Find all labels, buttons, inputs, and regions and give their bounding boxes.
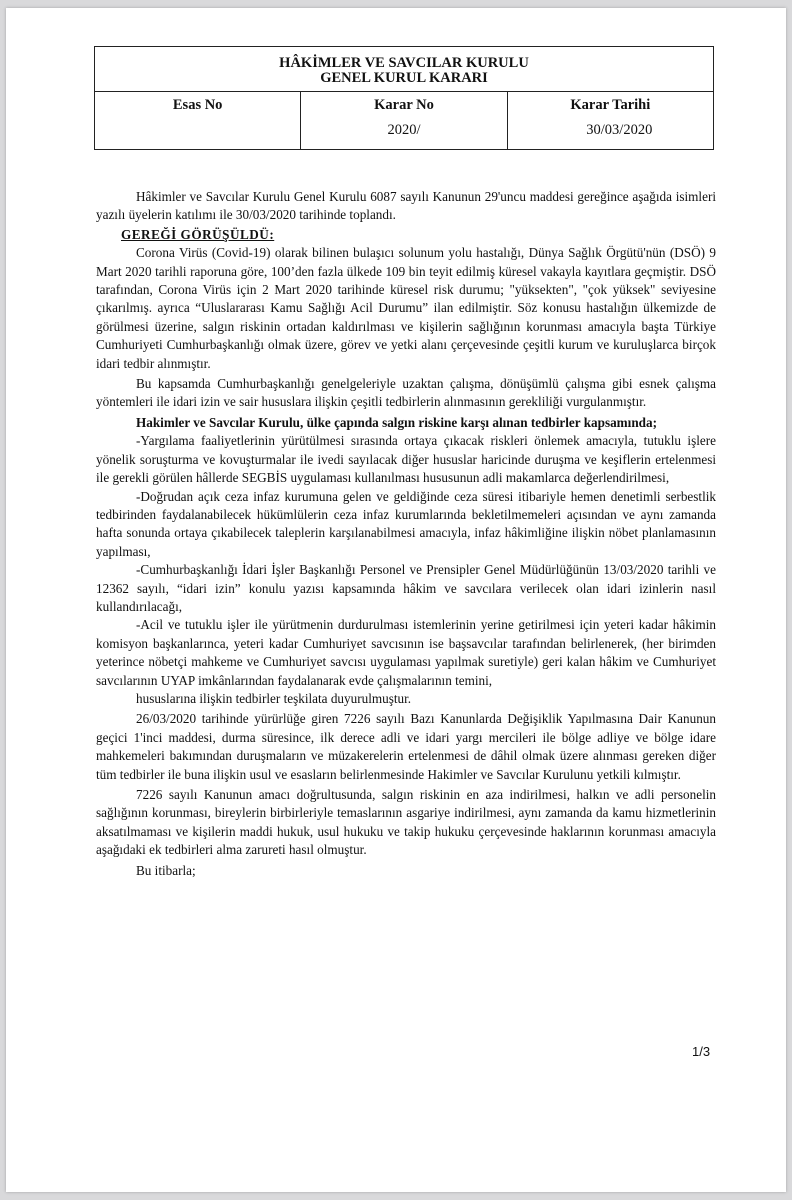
paragraph-law-7226: 26/03/2020 tarihinde yürürlüğe giren 7226 sayılı Bazı Kanunlarda Değişiklik Yapılmasına Dair Kanunun geçici 1'inci maddesi, durma süresince, ilk derece adli ve idari yargı mercileri ile bölge adliye ve bölge idare mahkemeleri bakımından duruşmaların ve müzakerelerin ertelenmesi de dâhil olmak üzere alınması gereken diğer tüm tedbirler ile buna ilişkin usul ve esasların belirlenmesinde Hakimler ve Savcılar Kurulunu yetkili kılmıştır. [96,711,716,782]
paragraph-measure-leave: -Cumhurbaşkanlığı İdari İşler Başkanlığı Personel ve Prensipler Genel Müdürlüğünün 13/03/2020 tarihli ve 12362 sayılı, “idari izin” konulu yazısı kapsamında hâkim ve savcılara verilecek olan idari izinlerin nasıl kullandırılacağı, [96,562,716,614]
paragraph-covid-background: Corona Virüs (Covid-19) olarak bilinen bulaşıcı solunum yolu hastalığı, Dünya Sağlık Örgütü'nün (DSÖ) 9 Mart 2020 tarihli raporuna göre, 100’den fazla ülkede 109 bin teyit edilmiş küresel vakayla kayıtlara geçmiştir. DSÖ tarafından, Corona Virüs için 2 Mart 2020 tarihinde küresel risk durumu; "yüksekten", "çok yüksek" seviyesine çıkarılmış. ayrıca “Uluslararası Kamu Sağlığı Acil Durumu” ilan edilmiştir. Söz konusu hastalığın ülkemizde de görülmesi üzerine, salgın riskinin ortadan kaldırılması ve kişilerin sağlığının korunması amacıyla başta Türkiye Cumhuriyeti Cumhurbaşkanlığı olmak üzere, görev ve yetki alanı çerçevesinde çeşitli kurum ve kuruluşlarca birçok idari tedbir alınmıştır. [96,245,716,371]
document-title [95,47,713,92]
intro-paragraph: Hâkimler ve Savcılar Kurulu Genel Kurulu 6087 sayılı Kanunun 29'uncu maddesi gereğince aşağıda isimleri yazılı üyelerin katılımı ile 30/03/2020 tarihinde toplandı. [96,189,716,223]
paragraph-remote-work: Bu kapsamda Cumhurbaşkanlığı genelgeleriyle uzaktan çalışma, dönüşümlü çalışma gibi esnek çalışma yöntemleri ile idari izin ve sair hususlara ilişkin çeşitli tedbirlerin alınmasının gerekliliği vurgulanmıştır. [96,376,716,410]
karar-tarihi-value: 30/03/2020 [586,122,653,138]
document-body [96,188,716,880]
karar-no-label: Karar No [374,97,434,113]
paragraph-conclusion: Bu itibarla; [136,862,196,878]
karar-no-cell [300,92,506,149]
paragraph-measure-hearings: -Yargılama faaliyetlerinin yürütülmesi sırasında ortaya çıkacak riskleri önlemek amacıyla, tutuklu işlere yönelik soruşturma ve kovuşturmalar ile ivedi sayılacak diğer hususlar haricinde duruşma ve keşiflerin ertelenmesi ile gerekli görülen hâllerde SEGBİS uygulaması kullanılması hususunun adli makamlarca değerlendirilmesi, [96,433,716,486]
paragraph-measure-enforcement: -Doğrudan açık ceza infaz kurumuna gelen ve geldiğinde ceza süresi itibariyle hemen denetimli serbestlik tedbirinden faydalanabilecek hükümlülerin ceza infaz kurumlarında bekletilmemeleri açısından ve aynı zamanda hafta sonunda ortaya çıkabilecek taleplerin karşılanabilmesi amacıyla, infaz hâkimliğine ilişkin nöbet planlamasının yapılması, [96,488,716,559]
paragraph-measure-duty: -Acil ve tutuklu işler ile yürütmenin durdurulması istemlerinin yerine getirilmesi için yeteri kadar hâkimin komisyon başkanlarınca, yeteri kadar Cumhuriyet savcısının ise başsavcılar tarafından belirlenerek, (her birimden yeterince nöbetçi mahkeme ve Cumhuriyet savcısı uygulaması yapılmak suretiyle) geri kalan hâkim ve Cumhuriyet savcılarının UYAP imkânlarından faydalanarak evde çalışmalarının temini, [96,617,716,688]
paragraph-announced: hususlarına ilişkin tedbirler teşkilata duyurulmuştur. [136,690,412,706]
title-line-1: HÂKİMLER VE SAVCILAR KURULU [279,55,529,71]
esas-no-label: Esas No [172,97,223,113]
paragraph-hsk-measures: Hakimler ve Savcılar Kurulu, ülke çapında salgın riskine karşı alınan tedbirler kapsamında; [136,414,657,430]
decision-header-table [94,46,714,150]
karar-tarihi-label: Karar Tarihi [570,97,651,113]
header-fields-row [95,92,713,149]
section-heading: GEREĞİ GÖRÜŞÜLDÜ: [121,226,275,242]
paragraph-purpose: 7226 sayılı Kanunun amacı doğrultusunda, salgın riskinin en aza indirilmesi, halkın ve adli personelin sağlığının korunması, bireylerin birbirleriyle temaslarının asgariye indirilmesi, aynı zamanda da kamu hizmetlerinin aksatılmaması ve kişilerin maddi hukuk, usul hukuku ve takip hukuku çerçevesinde haklarının korunması amacıyla aşağıdaki ek tedbirleri alma zarureti hasıl olmuştur. [96,787,716,858]
esas-no-cell [95,92,300,149]
page-number: 1/3 [692,1044,711,1059]
karar-no-value: 2020/ [387,122,421,138]
document-page [6,8,786,1192]
title-line-2: GENEL KURUL KARARI [320,70,488,86]
karar-tarihi-cell [507,92,713,149]
